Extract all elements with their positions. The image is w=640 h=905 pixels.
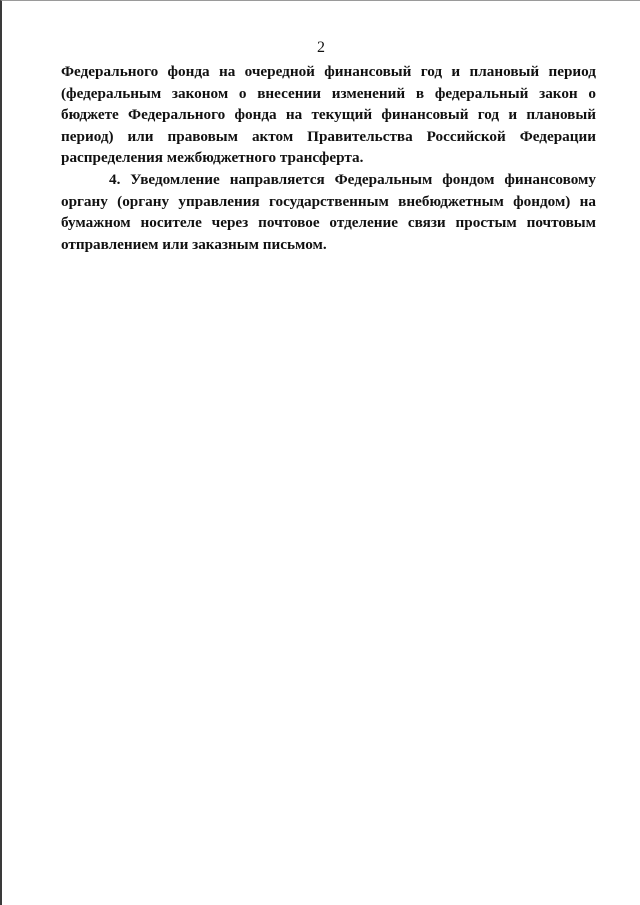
page-number: 2	[317, 39, 325, 56]
paragraph-item-4: 4. Уведомление направляется Федеральным фондом финансовому органу (органу управления государственным внебюджетным фондом) на бумажном носителе через почтовое отделение связи простым почтовым отправлением или заказным письмом.	[61, 170, 596, 253]
document-body	[61, 61, 596, 255]
paragraph-continuation: Федерального фонда на очередной финансовый год и плановый период (федеральным законом о внесении изменений в федеральный закон о бюджете Федерального фонда на текущий финансовый год и плановый период) или правовым актом Правительства Российской Федерации распределения межбюджетного трансферта.	[61, 63, 596, 167]
